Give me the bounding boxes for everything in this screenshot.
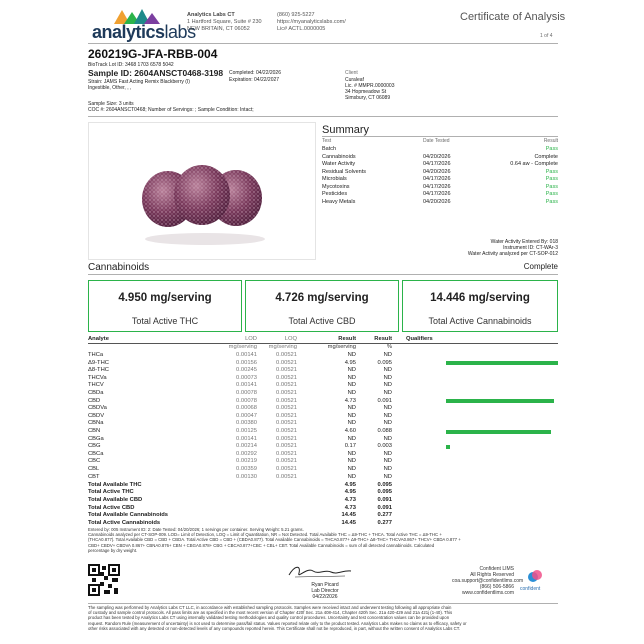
analyte-loq: 0.00521 xyxy=(276,428,297,434)
lab-address-line2: NEW BRITAIN, CT 06052 xyxy=(187,26,250,32)
water-activity-info xyxy=(420,239,558,257)
thc-box-value: 4.950 mg/serving xyxy=(118,292,212,304)
analyte-loq: 0.00521 xyxy=(276,390,297,396)
analyte-result-mg: ND xyxy=(347,435,356,442)
unit-result-pct: % xyxy=(386,344,392,350)
analyte-name: Δ9-THC xyxy=(88,359,109,366)
total-active-cbd-box xyxy=(245,280,399,332)
qualifier-bar xyxy=(446,430,551,434)
summary-col-test: Test xyxy=(322,138,332,144)
summary-result: Pass xyxy=(545,176,558,182)
wa-method: Water Activity analyzed per CT-SOP-012 xyxy=(467,251,558,257)
note-line: Cannabinoids analyzed per CT-SOP-009. LOD= Limit of Detection, LOQ = Limit of Quantitation, NR = Not Detected. Total Available THC = Δ9-THC + THCA. Total Active THC = Δ9-THC + xyxy=(88,532,442,538)
summary-row xyxy=(322,191,558,198)
summary-row xyxy=(322,146,558,153)
table-row xyxy=(88,382,558,389)
analyte-name: CBD xyxy=(88,397,101,404)
analyte-result-pct: ND xyxy=(383,374,392,381)
signature-icon xyxy=(285,563,355,581)
unit-loq: mg/serving xyxy=(268,344,297,350)
table-row xyxy=(88,398,558,405)
disclaimer-line: The sampling was performed by Analytics Labs CT LLC, in accordance with established sampling protocols. Samples were received intact and underwent testing following all appropriate chain xyxy=(88,605,452,610)
analyte-lod: 0.00078 xyxy=(236,390,257,396)
confident-phone: (866) 506-5866 xyxy=(479,584,514,590)
analyte-lod: 0.00219 xyxy=(236,458,257,465)
analyte-result-mg: ND xyxy=(347,466,356,472)
analyte-result-pct: ND xyxy=(383,412,392,419)
analyte-result-mg: ND xyxy=(347,405,356,412)
client-label: Client xyxy=(345,70,358,76)
confident-wordmark: confident xyxy=(520,586,541,592)
summary-col-date: Date Tested xyxy=(423,138,450,144)
analyte-result-mg: ND xyxy=(347,420,356,427)
total-result-pct: 0.277 xyxy=(377,519,392,526)
analyte-name: CBC xyxy=(88,458,101,465)
total-box-value: 14.446 mg/serving xyxy=(430,292,530,304)
note-line: Entered by: 005 Instrument ID: 2: Date Tested: 04/20/2026; 1 servings per container. Serving Weight: 5.21 grams. xyxy=(88,527,304,532)
analyte-loq: 0.00521 xyxy=(276,443,297,450)
total-result-mg: 4.95 xyxy=(344,489,356,496)
analyte-lod: 0.00156 xyxy=(236,359,257,366)
sample-matrix: Ingestible, Other, , , xyxy=(88,85,132,91)
table-row xyxy=(88,413,558,420)
analyte-result-mg: 0.17 xyxy=(344,443,356,450)
analyte-lod: 0.00245 xyxy=(236,367,257,374)
lab-name: Analytics Labs CT xyxy=(187,12,235,18)
analyte-result-pct: ND xyxy=(383,352,392,358)
qualifier-bar xyxy=(446,399,554,403)
summary-result: Pass xyxy=(545,146,558,152)
analyte-result-pct: ND xyxy=(383,405,392,412)
analyte-loq: 0.00521 xyxy=(276,412,297,419)
analyte-result-pct: 0.095 xyxy=(377,359,392,366)
analyte-result-mg: ND xyxy=(347,374,356,381)
total-active-cannabinoids-box xyxy=(402,280,558,332)
total-name: Total Active Cannabinoids xyxy=(88,519,161,526)
sample-divider xyxy=(88,116,558,117)
analyte-loq: 0.00521 xyxy=(276,352,297,358)
summary-result: 0.64 aw - Complete xyxy=(510,161,558,167)
analyte-result-pct: ND xyxy=(383,450,392,457)
client-address-line1: 34 Hopmeadow St xyxy=(345,89,387,95)
total-name: Total Available CBD xyxy=(88,496,143,503)
analyte-table-header xyxy=(88,336,558,343)
client-license: Lic. # MMPR.0000003 xyxy=(345,83,395,89)
unit-lod: mg/serving xyxy=(228,344,257,350)
total-name: Total Active THC xyxy=(88,489,134,496)
signatory-block xyxy=(300,582,350,600)
sample-strain: Strain: JAMS Fast Acting Remix Blackberry (I) xyxy=(88,79,190,85)
summary-date: 04/17/2026 xyxy=(423,161,451,167)
analyte-result-mg: ND xyxy=(347,352,356,358)
analyte-lod: 0.00141 xyxy=(236,435,257,442)
table-row xyxy=(88,405,558,412)
summary-date: 04/20/2026 xyxy=(423,153,451,160)
confident-email-link[interactable]: coa.support@confidentlims.com xyxy=(452,578,524,584)
cannabinoids-title: Cannabinoids xyxy=(88,262,150,273)
signature-date: 04/22/2026 xyxy=(312,594,338,600)
table-row xyxy=(88,367,558,374)
cannabinoids-divider xyxy=(88,274,558,275)
summary-result: Pass xyxy=(545,198,558,205)
qr-code-icon[interactable] xyxy=(88,564,120,596)
logo-text-light: labs xyxy=(164,22,196,42)
summary-result: Complete xyxy=(534,153,558,160)
analyte-name: CBCa xyxy=(88,450,104,457)
analyte-loq: 0.00521 xyxy=(276,450,297,457)
analyte-result-pct: ND xyxy=(383,466,392,472)
total-box-caption: Total Active Cannabinoids xyxy=(428,316,532,326)
total-result-mg: 4.73 xyxy=(344,496,356,503)
analyte-result-pct: ND xyxy=(383,382,392,389)
col-loq: LOQ xyxy=(284,336,297,342)
summary-result: Pass xyxy=(545,168,558,175)
summary-test: Heavy Metals xyxy=(322,198,356,205)
analyte-lod: 0.00047 xyxy=(236,412,257,419)
analyte-lod: 0.00292 xyxy=(236,450,257,457)
wa-entered-by: Water Activity Entered By: 018 xyxy=(490,239,558,245)
analyte-loq: 0.00521 xyxy=(276,473,297,480)
col-qualifiers: Qualifiers xyxy=(406,336,433,342)
analyte-lod: 0.00068 xyxy=(236,405,257,412)
summary-title: Summary xyxy=(322,124,370,136)
table-row xyxy=(88,466,558,473)
analyte-name: THCa xyxy=(88,352,104,358)
cbd-box-caption: Total Active CBD xyxy=(288,316,356,326)
analyte-result-mg: ND xyxy=(347,390,356,396)
total-name: Total Available Cannabinoids xyxy=(88,512,168,519)
analyte-result-pct: ND xyxy=(383,390,392,396)
qualifier-bar xyxy=(446,361,558,365)
col-result-pct: Result xyxy=(374,336,392,342)
summary-row xyxy=(322,154,558,161)
total-row xyxy=(88,505,558,512)
analyte-lod: 0.00380 xyxy=(236,420,257,427)
analyte-loq: 0.00521 xyxy=(276,397,297,404)
analyte-result-pct: ND xyxy=(383,435,392,442)
analyte-name: CBL xyxy=(88,466,100,472)
table-row xyxy=(88,390,558,397)
col-result-mg: Result xyxy=(338,336,356,342)
summary-row xyxy=(322,199,558,206)
summary-test: Cannabinoids xyxy=(322,153,356,160)
total-result-mg: 14.45 xyxy=(341,512,356,519)
summary-row xyxy=(322,161,558,168)
analyte-result-mg: ND xyxy=(347,382,356,389)
sample-size: Sample Size: 3 units xyxy=(88,101,134,107)
analyte-loq: 0.00521 xyxy=(276,374,297,381)
expiration-date: Expiration: 04/22/2027 xyxy=(229,77,280,83)
analyte-loq: 0.00521 xyxy=(276,435,297,442)
gummy-product-image xyxy=(89,123,315,259)
analyte-name: CBDVa xyxy=(88,405,107,412)
analyte-name: CBNa xyxy=(88,420,104,427)
total-row xyxy=(88,497,558,504)
table-row xyxy=(88,352,558,359)
total-row xyxy=(88,482,558,489)
analyte-result-pct: ND xyxy=(383,473,392,480)
analyte-result-mg: ND xyxy=(347,458,356,465)
cannabinoids-status: Complete xyxy=(523,262,558,271)
analyte-name: CBDV xyxy=(88,412,105,419)
analyte-result-pct: 0.088 xyxy=(377,428,392,434)
coc-details: COC #: 2604ANSCT0468; Number of Servings: ; Sample Condition: Intact; xyxy=(88,107,254,113)
lab-contact-block xyxy=(277,12,346,33)
analyte-lod: 0.00078 xyxy=(236,397,257,404)
analyte-lod: 0.00073 xyxy=(236,374,257,381)
summary-test: Mycotoxins xyxy=(322,183,350,190)
disclaimer-line: product has been tested by Analytics Labs CT using internally validated testing methodologies and quality control procedures. Uncertainty and test concentration values can be provided upon xyxy=(88,615,450,621)
summary-test: Pesticides xyxy=(322,191,348,197)
analyte-loq: 0.00521 xyxy=(276,382,297,389)
analyte-lod: 0.00141 xyxy=(236,382,257,389)
total-name: Total Active CBD xyxy=(88,504,135,511)
summary-divider xyxy=(322,136,558,137)
total-active-thc-box xyxy=(88,280,242,332)
total-result-mg: 4.73 xyxy=(344,504,356,511)
table-row xyxy=(88,428,558,435)
summary-test: Batch xyxy=(322,146,337,152)
summary-test: Microbials xyxy=(322,176,347,182)
analyte-lod: 0.00359 xyxy=(236,466,257,472)
summary-test: Residual Solvents xyxy=(322,168,367,175)
confident-line1: Confident LIMS xyxy=(479,566,514,572)
summary-date: 04/17/2026 xyxy=(423,183,451,190)
cannabinoid-notes xyxy=(88,527,558,553)
table-row xyxy=(88,420,558,427)
table-row xyxy=(88,360,558,367)
sample-id: Sample ID: 2604ANSCT0468-3198 xyxy=(88,68,224,78)
summary-row xyxy=(322,169,558,176)
analyte-loq: 0.00521 xyxy=(276,367,297,374)
lab-website-link[interactable]: https://myanalyticslabs.com/ xyxy=(277,19,346,25)
document-title: Certificate of Analysis xyxy=(460,11,566,23)
lab-phone: (860) 925-5227 xyxy=(277,12,315,18)
summary-result: Pass xyxy=(545,191,558,197)
note-line: CBD+ CBDV+ CBDVA 0.867+ CBNA0.876+ CBN + CBGA0.878+ CBG + CBCA0.877+CBC + CBL+ CBT. Total Available Cannabinoids = sum of all detected cannabinoids. Calculated xyxy=(88,542,435,548)
summary-test: Water Activity xyxy=(322,161,356,167)
analyte-loq: 0.00521 xyxy=(276,466,297,472)
analyte-table-units xyxy=(88,344,558,351)
wa-instrument: Instrument ID: CT-WAr-3 xyxy=(503,245,558,251)
analyte-name: CBN xyxy=(88,428,101,434)
note-line: percentage by dry weight. xyxy=(88,547,138,553)
total-result-pct: 0.091 xyxy=(377,496,392,503)
analyte-result-mg: ND xyxy=(347,450,356,457)
analyte-result-pct: ND xyxy=(383,367,392,374)
col-lod: LOD xyxy=(245,336,257,342)
analyte-result-mg: 4.95 xyxy=(344,359,356,366)
analyte-result-pct: ND xyxy=(383,420,392,427)
total-result-mg: 4.95 xyxy=(344,481,356,488)
analyte-name: CBGa xyxy=(88,435,104,442)
logo-wordmark xyxy=(92,22,196,43)
analyte-result-mg: ND xyxy=(347,412,356,419)
confident-lims-block xyxy=(452,566,524,596)
analyte-result-mg: 4.60 xyxy=(344,428,356,434)
summary-date: 04/20/2026 xyxy=(423,168,451,175)
analyte-loq: 0.00521 xyxy=(276,405,297,412)
cbd-box-value: 4.726 mg/serving xyxy=(275,292,369,304)
summary-col-result: Result xyxy=(543,138,558,144)
total-result-pct: 0.095 xyxy=(377,489,392,496)
analyte-lod: 0.00130 xyxy=(236,473,257,480)
total-row xyxy=(88,489,558,496)
total-name: Total Available THC xyxy=(88,481,142,488)
client-block xyxy=(345,77,394,101)
summary-date: 04/20/2026 xyxy=(423,198,451,205)
completed-date: Completed: 04/22/2026 xyxy=(229,70,281,76)
batch-id: 260219G-JFA-RBB-004 xyxy=(88,47,218,61)
signatory-name: Ryan Picard xyxy=(311,582,339,588)
table-row xyxy=(88,436,558,443)
total-result-mg: 14.45 xyxy=(341,519,356,526)
analyte-result-mg: 4.73 xyxy=(344,397,356,404)
analyte-result-pct: 0.091 xyxy=(377,397,392,404)
table-row xyxy=(88,375,558,382)
unit-result-mg: mg/serving xyxy=(327,344,356,350)
client-address-line2: Simsbury, CT 06089 xyxy=(345,95,391,101)
analyte-result-pct: 0.003 xyxy=(377,443,392,450)
analyte-lod: 0.00125 xyxy=(236,428,257,434)
analyte-name: CBDa xyxy=(88,390,104,396)
table-row xyxy=(88,451,558,458)
total-result-pct: 0.095 xyxy=(377,481,392,488)
analyte-name: THCV xyxy=(88,382,104,389)
qualifier-bar xyxy=(446,445,450,449)
table-row xyxy=(88,474,558,481)
lab-address-line1: 1 Hartford Square, Suite # 230 xyxy=(187,19,262,25)
legal-disclaimer xyxy=(88,605,558,631)
confident-line2: All Rights Reserved xyxy=(470,572,514,578)
summary-date: 04/17/2026 xyxy=(423,176,451,182)
confident-logo-icon xyxy=(527,569,543,583)
table-row xyxy=(88,443,558,450)
summary-row xyxy=(322,184,558,191)
disclaimer-line: request. Random Rule (measurement of uncertainty) is not used to determine pass/fail status. Values reported relate only to the product tested. Analytics Labs makes no claims as to efficacy, safety or xyxy=(88,620,467,626)
thc-box-caption: Total Active THC xyxy=(131,316,199,326)
analyte-name: THCVa xyxy=(88,374,107,381)
lab-address-block xyxy=(187,12,262,33)
summary-table xyxy=(322,146,558,208)
total-row xyxy=(88,520,558,527)
note-line: (THCA0.877). Total Available CBD = CBD + CBDA. Total Active CBD = CBD + (CBDA0.877). Total Available Cannabinoids = THCA0.877+ Δ9-THC+ Δ8-THC+ THCVA0.867+ THCV+ CBDA 0.877 + xyxy=(88,537,461,543)
analyte-name: CBG xyxy=(88,443,101,450)
confident-website-link[interactable]: www.confidentlims.com xyxy=(462,590,514,596)
client-name: Curaleaf xyxy=(345,77,364,83)
analyte-name: CBT xyxy=(88,473,100,480)
summary-row xyxy=(322,176,558,183)
footer-divider xyxy=(88,603,558,604)
disclaimer-line: other risks associated with any detected or non-detected levels of any compounds reported herein. This Certificate shall not be reproduced, in part, without the written consent of Analytics Labs CT. xyxy=(88,625,461,631)
total-row xyxy=(88,512,558,519)
analyte-lod: 0.00214 xyxy=(236,443,257,450)
analyte-result-mg: ND xyxy=(347,473,356,480)
product-photo xyxy=(88,122,316,260)
analyte-loq: 0.00521 xyxy=(276,458,297,465)
analyte-loq: 0.00521 xyxy=(276,420,297,427)
summary-result: Pass xyxy=(545,183,558,190)
col-analyte: Analyte xyxy=(88,336,109,342)
logo-text-bold: analytics xyxy=(92,22,165,42)
analyte-loq: 0.00521 xyxy=(276,359,297,366)
signatory-title: Lab Director xyxy=(311,588,339,594)
analyte-name: Δ8-THC xyxy=(88,367,109,374)
header-divider xyxy=(88,43,558,44)
page-number: 1 of 4 xyxy=(540,33,553,39)
summary-date: 04/17/2026 xyxy=(423,191,451,197)
table-row xyxy=(88,458,558,465)
total-result-pct: 0.277 xyxy=(377,512,392,519)
analyte-lod: 0.00141 xyxy=(236,352,257,358)
lab-license: Lic# ACTL.0000005 xyxy=(277,26,326,32)
analyte-result-pct: ND xyxy=(383,458,392,465)
biotrack-lot-id: BioTrack Lot ID: 3468 1703 6578 5042 xyxy=(88,62,174,68)
disclaimer-line: of custody and sample control protocols. All pass limits are as specified in the most recent version of Chapter 420f Sec. 21a 408-414, Chapter 420h Sec. 21a 420-429 and 21a 421j (1-40). This xyxy=(88,610,453,616)
analyte-result-mg: ND xyxy=(347,367,356,374)
total-result-pct: 0.091 xyxy=(377,504,392,511)
